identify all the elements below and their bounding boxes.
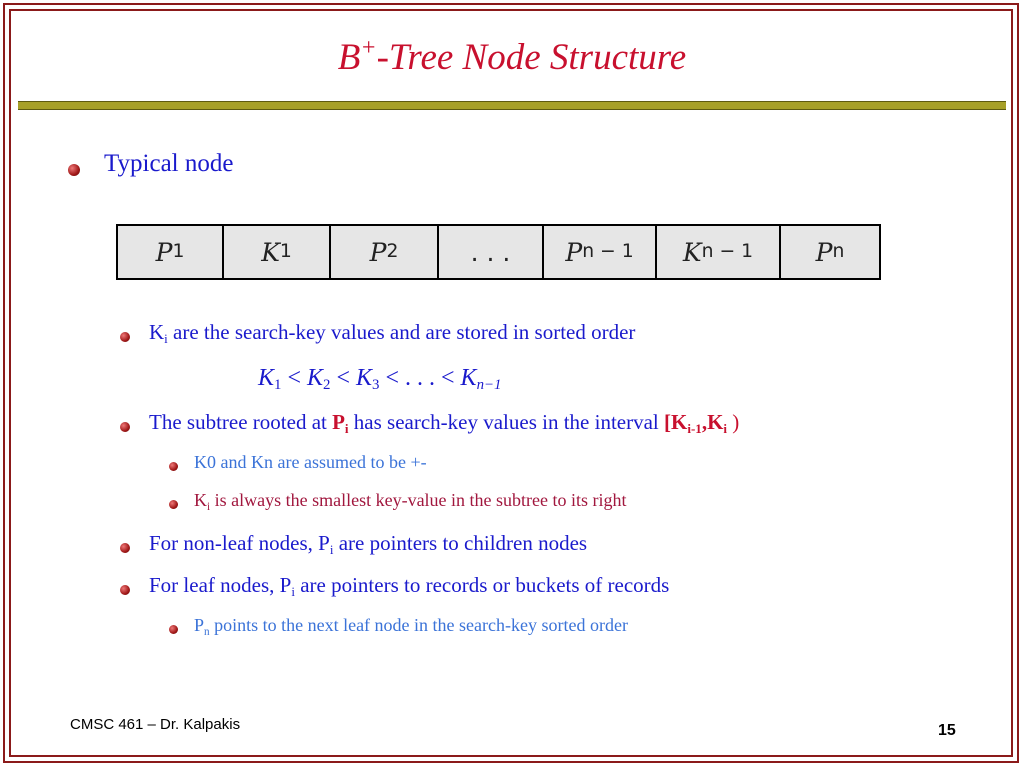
node-cell-pn-1: P n − 1 (544, 226, 657, 278)
node-structure-diagram (116, 224, 881, 280)
node-cell-k1: K 1 (224, 226, 331, 278)
bullet-icon (120, 543, 130, 553)
title-divider (18, 101, 1006, 110)
node-cell-p1: P 1 (118, 226, 224, 278)
title-b: B (337, 37, 361, 78)
node-cell-kn-1: K n − 1 (657, 226, 781, 278)
node-cell-ellipsis: . . . (439, 226, 544, 278)
bullet-ki-sorted: $K_i$ are the search-key values and are stored in sorted order (149, 320, 636, 346)
title-plus: + (360, 35, 377, 61)
bullet-icon (169, 500, 178, 509)
node-cell-p2: P 2 (331, 226, 439, 278)
bullet-typical-node: Typical node (104, 150, 234, 177)
key-order-formula: $K_1 < K_2 < K_3$ < . . . < $K_{n-1}$ (258, 365, 502, 393)
bullet-subtree-interval: The subtree rooted at $P_i$ has search-key values in the interval [$K_{i-1},K_i$ ) (149, 410, 740, 436)
bullet-icon (68, 164, 80, 176)
bullet-pn-next: $P_n$ points to the next leaf node in the search-key sorted order (194, 615, 628, 638)
slide-frame-inner (9, 9, 1013, 757)
bullet-icon (120, 585, 130, 595)
footer-course: CMSC 461 – Dr. Kalpakis (70, 716, 241, 733)
bullet-leaf: For leaf nodes, $P_i$ are pointers to records or buckets of records (149, 573, 670, 599)
bullet-ki-smallest: $K_i$ is always the smallest key-value in the subtree to its right (194, 490, 627, 513)
bullet-nonleaf: For non-leaf nodes, $P_i$ are pointers to children nodes (149, 531, 588, 557)
title-rest: -Tree Node Structure (376, 37, 687, 78)
page-number: 15 (938, 722, 956, 739)
bullet-icon (169, 625, 178, 634)
node-cell-pn: P n (815, 237, 845, 267)
bullet-k0-kn: K0 and Kn are assumed to be +- (194, 452, 427, 472)
bullet-icon (120, 332, 130, 342)
bullet-icon (120, 422, 130, 432)
slide-title (0, 36, 1024, 79)
bullet-icon (169, 462, 178, 471)
